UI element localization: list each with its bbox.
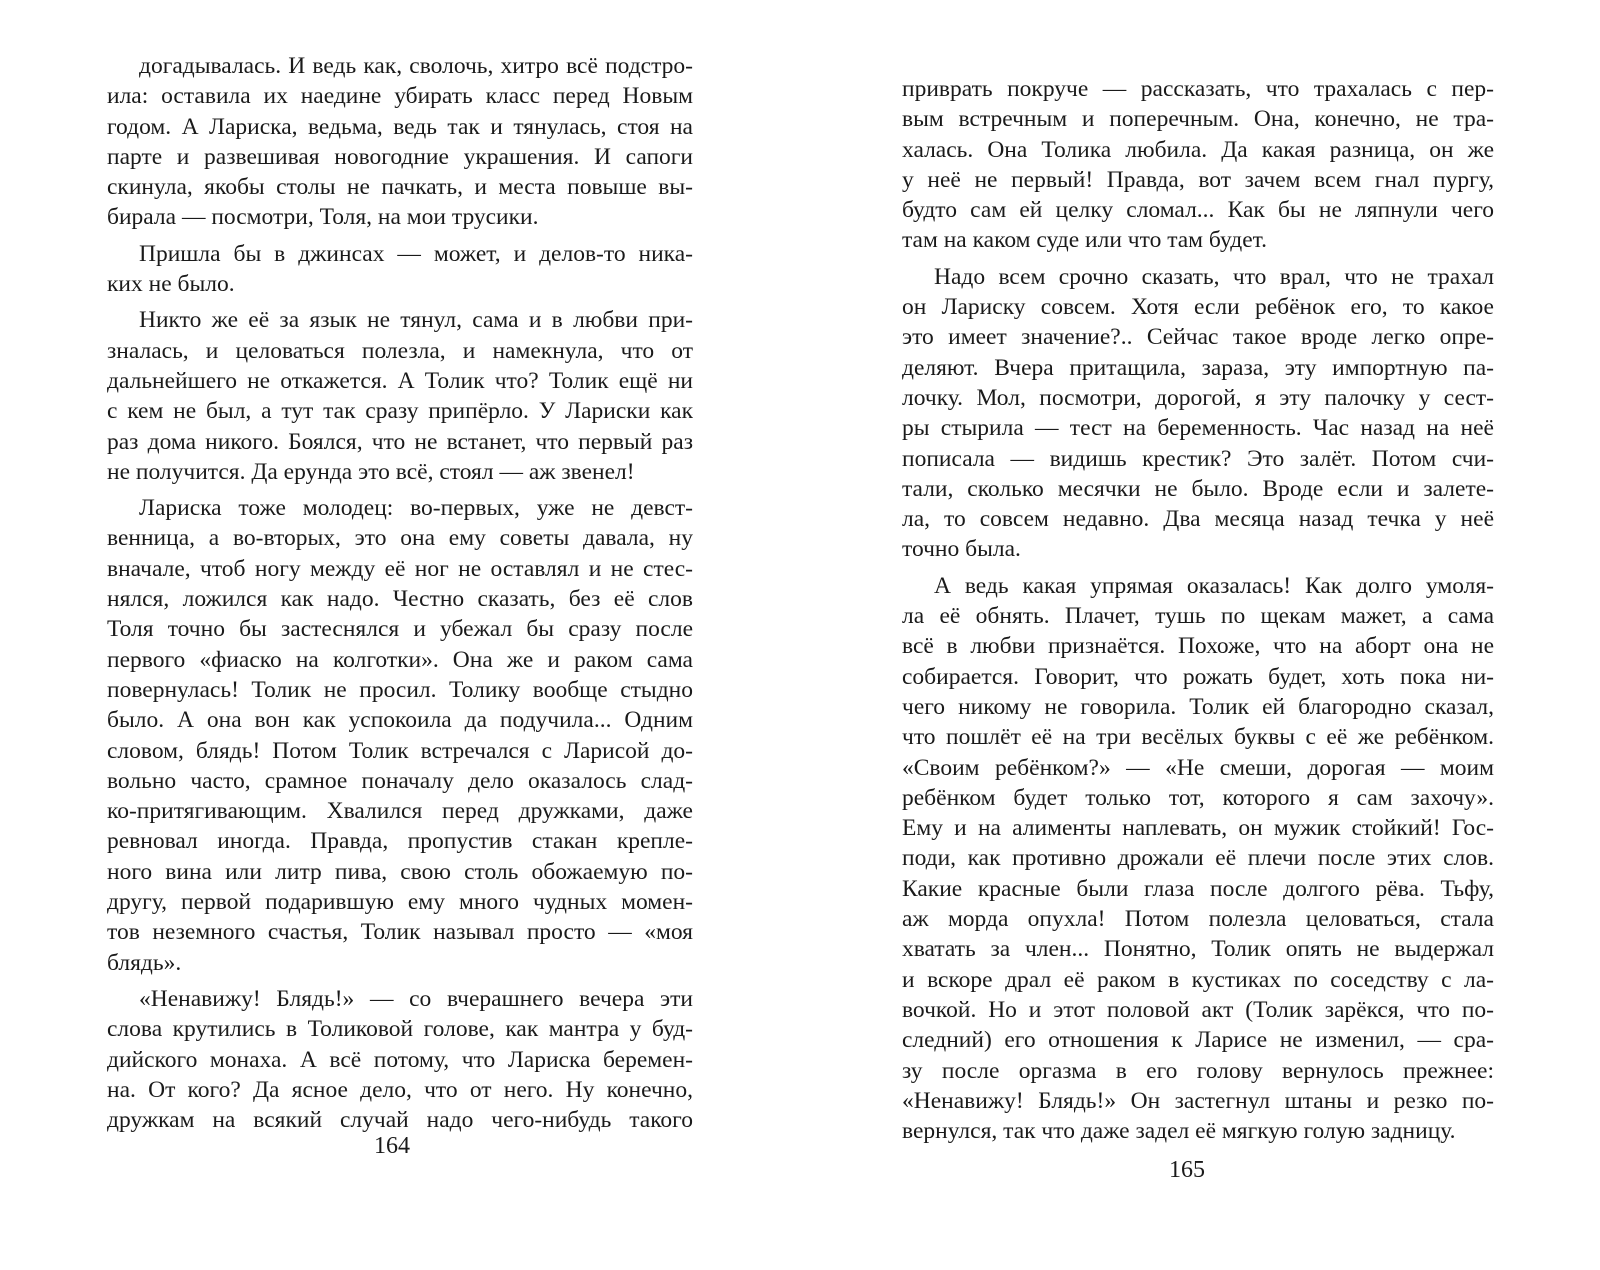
text-line: это имеет значение?.. Сейчас такое вроде легко опре- — [902, 324, 1494, 351]
text-line: собирается. Говорит, что рожать будет, хоть пока ни- — [902, 663, 1494, 690]
text-line: там на каком суде или что там будет. — [902, 227, 1268, 254]
text-line: следний) его отношения к Ларисе не изменил, — сра- — [902, 1027, 1494, 1054]
paragraph — [107, 239, 693, 300]
paragraph — [902, 74, 1494, 256]
text-line: ревновал иногда. Правда, пропустив стакан крепле- — [107, 828, 693, 855]
text-line: хватать за член... Понятно, Толик опять не выдержал — [902, 936, 1494, 963]
text-line: дийского монаха. А всё потому, что Лариска беремен- — [107, 1046, 693, 1073]
text-line: парте и развешивая новогодние украшения. И сапоги — [107, 143, 693, 170]
right-page — [800, 0, 1600, 1270]
text-line: ких не было. — [107, 271, 235, 298]
paragraph — [902, 571, 1494, 1147]
text-line: вочкой. Но и этот половой акт (Толик зарёкся, что по- — [902, 996, 1494, 1023]
text-line: точно была. — [902, 536, 1021, 563]
text-line: Надо всем срочно сказать, что врал, что не трахал — [934, 263, 1494, 290]
text-line: Пришла бы в джинсах — может, и делов-то ника- — [139, 240, 693, 267]
text-line: Лариска тоже молодец: во-первых, уже не девст- — [139, 495, 693, 522]
text-line: «Своим ребёнком?» — «Не смеши, дорогая — моим — [902, 754, 1494, 781]
page-number-left: 164 — [374, 1133, 410, 1159]
text-line: слова крутились в Толиковой голове, как мантра у буд- — [107, 1016, 693, 1043]
text-line: бирала — посмотри, Толя, на мои трусики. — [107, 204, 539, 231]
text-line: Ему и на алименты наплевать, он мужик стойкий! Гос- — [902, 815, 1494, 842]
text-line: аж морда опухла! Потом полезла целоваться, стала — [902, 906, 1494, 933]
text-line: зналась, и целоваться полезла, и намекнула, что от — [107, 337, 693, 364]
text-line: А ведь какая упрямая оказалась! Как долго умоля- — [934, 572, 1494, 599]
text-line: дальнейшего не откажется. А Толик что? Толик ещё ни — [107, 367, 693, 394]
text-line: ла, то совсем недавно. Два месяца назад течка у неё — [902, 506, 1494, 533]
page-number-right: 165 — [1169, 1157, 1205, 1183]
text-line: вначале, чтоб ногу между её ног не оставлял и не стес- — [107, 555, 693, 582]
text-line: ры стырила — тест на беременность. Час назад на неё — [902, 415, 1494, 442]
left-page-text — [107, 51, 693, 1135]
paragraph — [107, 305, 693, 487]
text-line: вернулся, так что даже задел её мягкую голую задницу. — [902, 1118, 1456, 1145]
text-line: венница, а во-вторых, это она ему советы давала, ну — [107, 525, 693, 552]
text-line: первого «фиаско на колготки». Она же и раком сама — [107, 646, 693, 673]
text-line: с кем не был, а тут так сразу припёрло. У Лариски как — [107, 398, 693, 425]
text-line: ила: оставила их наедине убирать класс перед Новым — [107, 83, 693, 110]
paragraph — [107, 51, 693, 233]
text-line: у неё не первый! Правда, вот зачем всем гнал пургу, — [902, 166, 1494, 193]
text-line: приврать покруче — рассказать, что трахалась с пер- — [902, 76, 1494, 102]
text-line: не получится. Да ерунда это всё, стоял — аж звенел! — [107, 458, 635, 485]
text-line: Никто же её за язык не тянул, сама и в любви при- — [139, 307, 693, 334]
text-line: другу, первой подарившую ему много чудных момен- — [107, 889, 693, 916]
text-line: блядь». — [107, 949, 182, 976]
text-line: «Ненавижу! Блядь!» Он застегнул штаны и резко по- — [902, 1087, 1494, 1114]
text-line: Толя точно бы застеснялся и убежал бы сразу после — [107, 616, 693, 643]
text-line: дружкам на всякий случай надо чего-нибудь такого — [107, 1107, 693, 1134]
text-line: тали, сколько месячки не было. Вроде если и залете- — [902, 475, 1494, 502]
text-line: что пошлёт её на три весёлых буквы с её же ребёнком. — [902, 724, 1494, 751]
text-line: годом. А Лариска, ведьма, ведь так и тянулась, стоя на — [107, 113, 693, 140]
text-line: зу после оргазма в его голову вернулось прежнее: — [902, 1057, 1494, 1084]
text-line: вым встречным и поперечным. Она, конечно, не тра- — [902, 106, 1494, 133]
text-line: словом, блядь! Потом Толик встречался с Ларисой до- — [107, 737, 693, 764]
text-line: было. А она вон как успокоила да подучила... Одним — [107, 707, 693, 734]
text-line: тов неземного счастья, Толик называл просто — «моя — [107, 919, 693, 946]
text-line: халась. Она Толика любила. Да какая разница, он же — [902, 136, 1494, 163]
text-line: будто сам ей целку сломал... Как бы не ляпнули чего — [902, 197, 1494, 224]
text-line: ребёнком будет только тот, которого я сам захочу». — [902, 784, 1494, 811]
text-line: нялся, ложился как надо. Честно сказать, без её слов — [107, 586, 693, 613]
text-line: он Лариску совсем. Хотя если ребёнок его, то какое — [902, 294, 1494, 321]
text-line: и вскоре драл её раком в кустиках по соседству с ла- — [902, 966, 1494, 993]
paragraph — [107, 984, 693, 1135]
text-line: ко-притягивающим. Хвалился перед дружками, даже — [107, 798, 693, 825]
text-line: чего никому не говорила. Толик ей благородно сказал, — [902, 693, 1494, 720]
text-line: на. От кого? Да ясное дело, что от него. Ну конечно, — [107, 1076, 693, 1103]
text-line: ного вина или литр пива, свою столь обожаемую по- — [107, 858, 693, 885]
text-line: лочку. Мол, посмотри, дорогой, я эту палочку у сест- — [902, 384, 1494, 411]
text-line: вольно часто, срамное поначалу дело оказалось слад- — [107, 767, 693, 794]
text-line: пописала — видишь крестик? Это залёт. Потом счи- — [902, 445, 1494, 472]
text-line: скинула, якобы столы не пачкать, и места повыше вы- — [107, 174, 693, 201]
text-line: Какие красные были глаза после долгого рёва. Тьфу, — [902, 875, 1494, 902]
text-line: деляют. Вчера притащила, зараза, эту импортную па- — [902, 354, 1494, 381]
text-line: догадывалась. И ведь как, сволочь, хитро всё подстро- — [139, 53, 693, 79]
text-line: повернулась! Толик не просил. Толику вообще стыдно — [107, 676, 693, 703]
right-page-text — [902, 74, 1494, 1146]
text-line: поди, как противно дрожали её плечи после этих слов. — [902, 845, 1494, 872]
text-line: ла её обнять. Плачет, тушь по щекам мажет, а сама — [902, 603, 1494, 630]
text-line: «Ненавижу! Блядь!» — со вчерашнего вечера эти — [139, 985, 693, 1012]
paragraph — [902, 262, 1494, 565]
text-line: раз дома никого. Боялся, что не встанет, что первый раз — [107, 428, 693, 455]
text-line: всё в любви признаётся. Похоже, что на аборт она не — [902, 633, 1494, 660]
paragraph — [107, 493, 693, 978]
